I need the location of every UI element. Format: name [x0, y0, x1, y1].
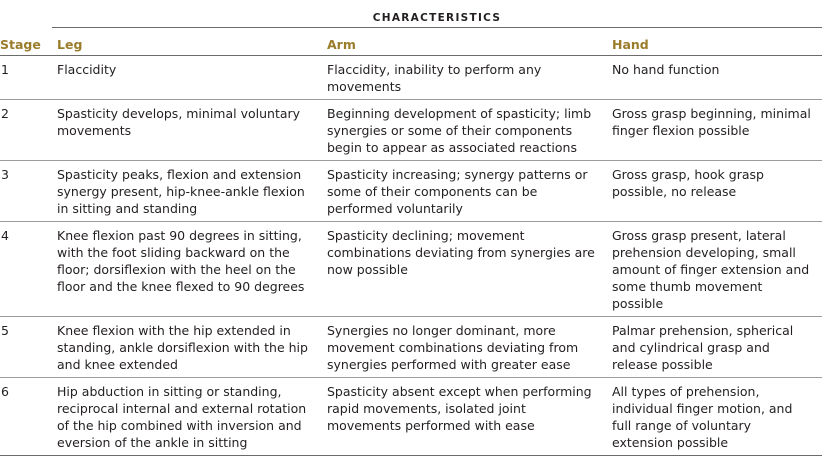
hand-cell: Gross grasp beginning, minimal finger flexion possible	[607, 100, 822, 161]
table-row	[0, 56, 822, 100]
leg-cell: Knee flexion with the hip extended in standing, ankle dorsiflexion with the hip and knee extended	[52, 317, 322, 378]
table-row	[0, 378, 822, 456]
leg-cell: Knee flexion past 90 degrees in sitting, with the foot sliding backward on the floor; dorsiflexion with the heel on the floor and the knee flexed to 90 degrees	[52, 222, 322, 317]
column-header-leg: Leg	[52, 28, 322, 56]
leg-cell: Spasticity develops, minimal voluntary movements	[52, 100, 322, 161]
hand-cell: Gross grasp present, lateral prehension developing, small amount of finger extension and some thumb movement possible	[607, 222, 822, 317]
characteristics-header: CHARACTERISTICS	[52, 0, 822, 28]
stage-cell: 6	[0, 378, 52, 456]
hand-cell: No hand function	[607, 56, 822, 100]
arm-cell: Spasticity absent except when performing rapid movements, isolated joint movements performed with ease	[322, 378, 607, 456]
hand-cell: Gross grasp, hook grasp possible, no release	[607, 161, 822, 222]
group-header-row	[0, 0, 822, 28]
arm-cell: Spasticity increasing; synergy patterns or some of their components can be performed voluntarily	[322, 161, 607, 222]
table-row	[0, 100, 822, 161]
arm-cell: Synergies no longer dominant, more movement combinations deviating from synergies performed with greater ease	[322, 317, 607, 378]
stage-cell: 1	[0, 56, 52, 100]
hand-cell: All types of prehension, individual finger motion, and full range of voluntary extension possible	[607, 378, 822, 456]
column-header-row	[0, 28, 822, 56]
arm-cell: Spasticity declining; movement combinations deviating from synergies are now possible	[322, 222, 607, 317]
leg-cell: Spasticity peaks, flexion and extension synergy present, hip-knee-ankle flexion in sitting and standing	[52, 161, 322, 222]
arm-cell: Beginning development of spasticity; limb synergies or some of their components begin to appear as associated reactions	[322, 100, 607, 161]
leg-cell: Hip abduction in sitting or standing, reciprocal internal and external rotation of the hip combined with inversion and eversion of the ankle in sitting	[52, 378, 322, 456]
leg-cell: Flaccidity	[52, 56, 322, 100]
column-header-arm: Arm	[322, 28, 607, 56]
stage-cell: 5	[0, 317, 52, 378]
table-row	[0, 317, 822, 378]
group-header-spacer	[0, 0, 52, 28]
column-header-hand: Hand	[607, 28, 822, 56]
hand-cell: Palmar prehension, spherical and cylindrical grasp and release possible	[607, 317, 822, 378]
arm-cell: Flaccidity, inability to perform any movements	[322, 56, 607, 100]
stage-cell: 3	[0, 161, 52, 222]
table-row	[0, 222, 822, 317]
stage-cell: 2	[0, 100, 52, 161]
column-header-stage: Stage	[0, 28, 52, 56]
table-row	[0, 161, 822, 222]
stage-cell: 4	[0, 222, 52, 317]
